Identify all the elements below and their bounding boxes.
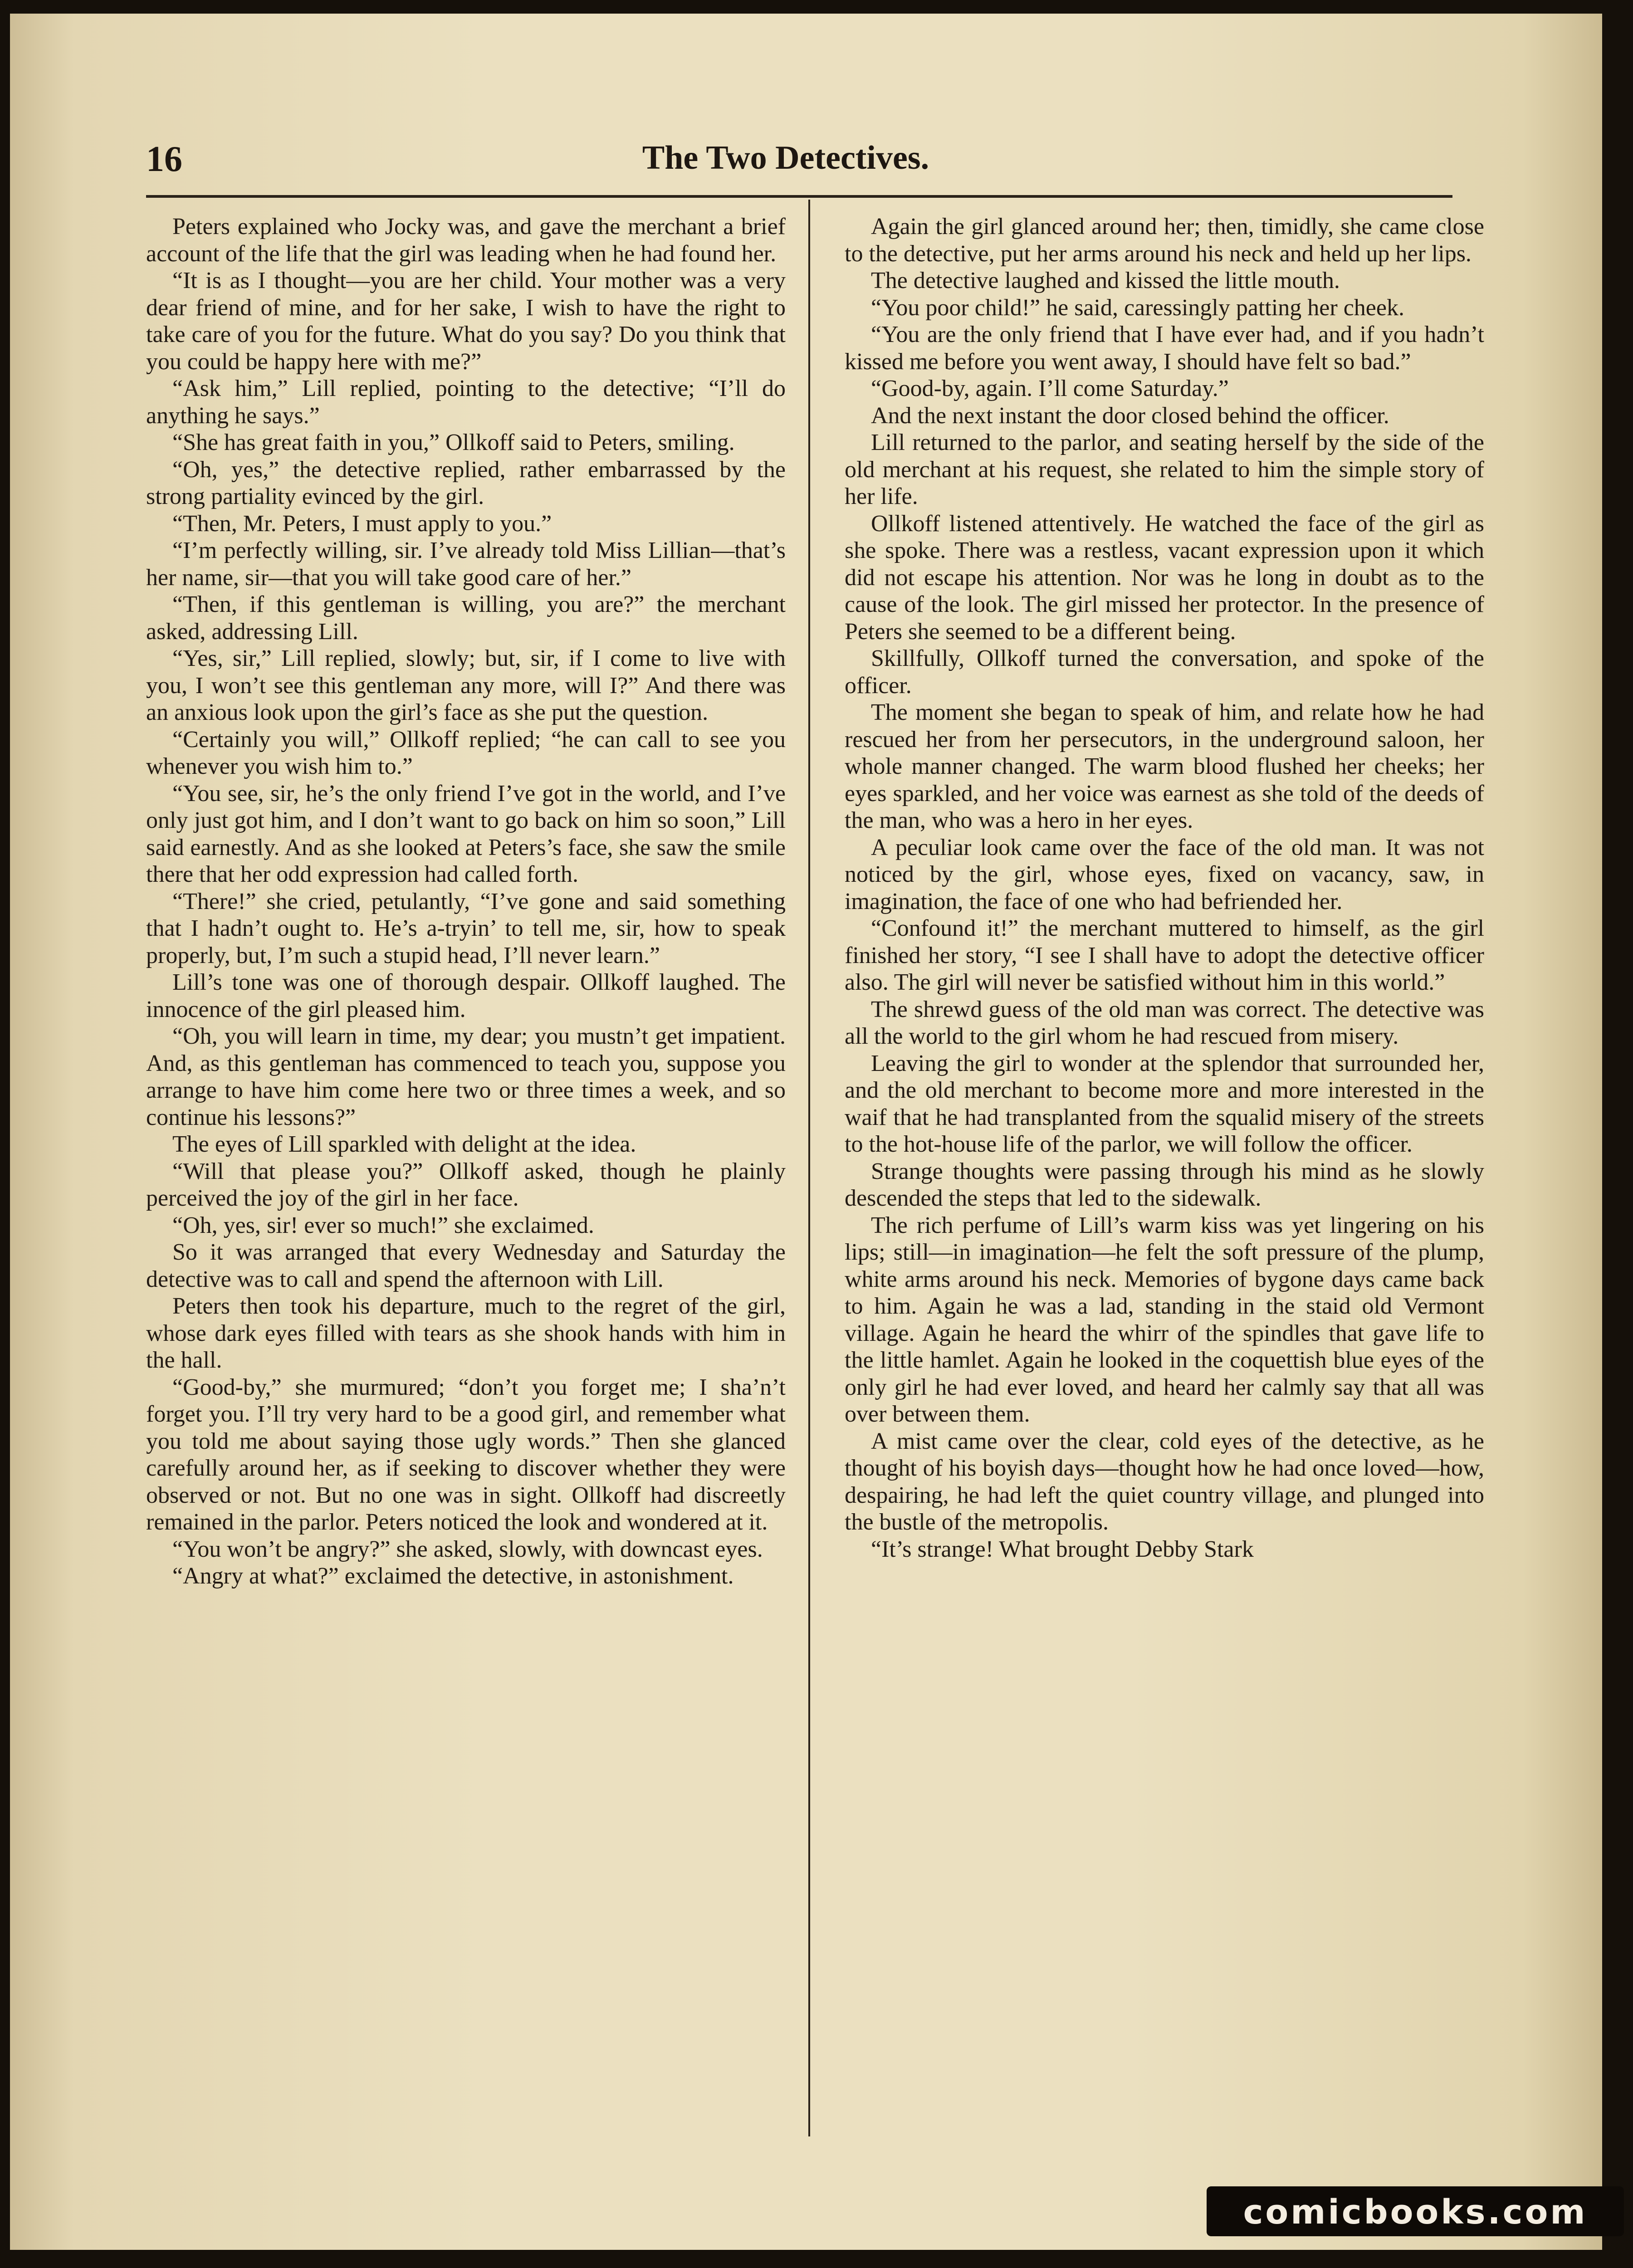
paragraph: Strange thoughts were passing through his mind as he slowly descended the steps that led to the sidewalk.: [845, 1158, 1484, 1211]
paragraph: “She has great faith in you,” Ollkoff said to Peters, smiling.: [172, 430, 735, 455]
paragraph: Lill returned to the parlor, and seating herself by the side of the old merchant at his request, she related to him the simple story of her life.: [845, 430, 1484, 509]
watermark-text: comicbooks.com: [1243, 2193, 1588, 2232]
paragraph: “It is as I thought—you are her child. Your mother was a very dear friend of mine, and for her sake, I wish to have the right to take care of you for the future. What do you say? Do you think that you could be happy here with me?”: [146, 268, 786, 375]
column-divider: [808, 200, 810, 2136]
paragraph: So it was arranged that every Wednesday and Saturday the detective was to call and spend the afternoon with Lill.: [146, 1239, 786, 1292]
paragraph: “There!” she cried, petulantly, “I’ve gone and said something that I hadn’t ought to. He’s a-tryin’ to tell me, sir, how to speak properly, but, I’m such a stupid head, I’ll never learn.”: [146, 888, 786, 968]
paragraph: The eyes of Lill sparkled with delight at the idea.: [172, 1131, 636, 1157]
paragraph: A mist came over the clear, cold eyes of the detective, as he thought of his boyish days—thought how he had once loved—how, despairing, he had left the quiet country village, and plunged into the bustle of the metropolis.: [845, 1428, 1484, 1535]
paragraph: “You poor child!” he said, caressingly patting her cheek.: [871, 294, 1404, 321]
watermark-badge: [1207, 2186, 1624, 2236]
paragraph: Again the girl glanced around her; then, timidly, she came close to the detective, put her arms around his neck and held up her lips.: [845, 214, 1484, 267]
paragraph: “Ask him,” Lill replied, pointing to the detective; “I’ll do anything he says.”: [146, 376, 786, 429]
paragraph: “Then, Mr. Peters, I must apply to you.”: [172, 510, 552, 537]
paragraph: “Confound it!” the merchant muttered to himself, as the girl finished her story, “I see I shall have to adopt the detective officer also. The girl will never be satisfied without him in this world.”: [845, 915, 1484, 995]
paragraph: “Angry at what?” exclaimed the detective, in astonishment.: [172, 1563, 734, 1589]
paragraph: Lill’s tone was one of thorough despair. Ollkoff laughed. The innocence of the girl pleased him.: [146, 969, 786, 1022]
paragraph: Peters explained who Jocky was, and gave the merchant a brief account of the life that the girl was leading when he had found her.: [146, 214, 786, 267]
paragraph: “Oh, yes, sir! ever so much!” she exclaimed.: [172, 1212, 594, 1238]
paragraph: The moment she began to speak of him, and relate how he had rescued her from her persecutors, in the underground saloon, her whole manner changed. The warm blood flushed her cheeks; her eyes sparkled, and her voice was earnest as she told of the deeds of the man, who was a hero in her eyes.: [845, 699, 1484, 833]
paragraph: “You see, sir, he’s the only friend I’ve got in the world, and I’ve only just got him, and I don’t want to go back on him so soon,” Lill said earnestly. And as she looked at Peters’s face, she saw the smile there that her odd expression had called forth.: [146, 780, 786, 887]
paragraph: Peters then took his departure, much to the regret of the girl, whose dark eyes filled with tears as she shook hands with him in the hall.: [146, 1293, 786, 1373]
paragraph: “It’s strange! What brought Debby Stark: [871, 1536, 1254, 1562]
paragraph: “You are the only friend that I have ever had, and if you hadn’t kissed me before you went away, I should have felt so bad.”: [845, 322, 1484, 375]
paragraph: “Yes, sir,” Lill replied, slowly; but, sir, if I come to live with you, I won’t see this gentleman any more, will I?” And there was an anxious look upon the girl’s face as she put the question.: [146, 645, 786, 725]
page-number: 16: [146, 139, 182, 179]
paragraph: “Will that please you?” Ollkoff asked, though he plainly perceived the joy of the girl in her face.: [146, 1158, 786, 1211]
paragraph: The shrewd guess of the old man was correct. The detective was all the world to the girl whom he had rescued from misery.: [845, 996, 1484, 1049]
running-title: The Two Detectives.: [642, 139, 929, 176]
paragraph: “Oh, yes,” the detective replied, rather embarrassed by the strong partiality evinced by the girl.: [146, 456, 786, 509]
paragraph: The detective laughed and kissed the little mouth.: [871, 268, 1340, 293]
paragraph: The rich perfume of Lill’s warm kiss was yet lingering on his lips; still—in imagination—he felt the soft pressure of the plump, white arms around his neck. Memories of bygone days came back to him. Again he was a lad, standing in the staid old Vermont village. Again he heard the whirr of the spindles that gave life to the little hamlet. Again he looked in the coquettish blue eyes of the only girl he had ever loved, and heard her calmly say that all was over between them.: [845, 1212, 1484, 1427]
right-column: [845, 213, 1484, 1563]
paragraph: “Oh, you will learn in time, my dear; you mustn’t get impatient. And, as this gentleman has commenced to teach you, suppose you arrange to have him come here two or three times a week, and so continue his lessons?”: [146, 1023, 786, 1130]
left-column: [146, 213, 786, 1590]
paragraph: A peculiar look came over the face of the old man. It was not noticed by the girl, whose eyes, fixed on vacancy, saw, in imagination, the face of one who had befriended her.: [845, 834, 1484, 914]
paragraph: “Then, if this gentleman is willing, you are?” the merchant asked, addressing Lill.: [146, 591, 786, 645]
header-rule: [146, 195, 1452, 198]
paragraph: “You won’t be angry?” she asked, slowly, with downcast eyes.: [172, 1536, 763, 1562]
paragraph: And the next instant the door closed behind the officer.: [871, 402, 1389, 429]
paragraph: “Good-by,” she murmured; “don’t you forget me; I sha’n’t forget you. I’ll try very hard to be a good girl, and remember what you told me about saying those ugly words.” Then she glanced carefully around her, as if seeking to discover whether they were observed or not. But no one was in sight. Ollkoff had discreetly remained in the parlor. Peters noticed the look and wondered at it.: [146, 1374, 786, 1535]
paragraph: Leaving the girl to wonder at the splendor that surrounded her, and the old merchant to become more and more interested in the waif that he had transplanted from the squalid misery of the streets to the hot-house life of the parlor, we will follow the officer.: [845, 1050, 1484, 1157]
paragraph: Skillfully, Ollkoff turned the conversation, and spoke of the officer.: [845, 645, 1484, 699]
paragraph: “Good-by, again. I’ll come Saturday.”: [871, 376, 1229, 401]
paragraph: Ollkoff listened attentively. He watched the face of the girl as she spoke. There was a restless, vacant expression upon it which did not escape his attention. Nor was he long in doubt as to the cause of the look. The girl missed her protector. In the presence of Peters she seemed to be a different being.: [845, 510, 1484, 645]
paragraph: “I’m perfectly willing, sir. I’ve already told Miss Lillian—that’s her name, sir—that you will take good care of her.”: [146, 538, 786, 591]
paragraph: “Certainly you will,” Ollkoff replied; “he can call to see you whenever you wish him to.”: [146, 726, 786, 779]
book-page: [10, 14, 1602, 2250]
